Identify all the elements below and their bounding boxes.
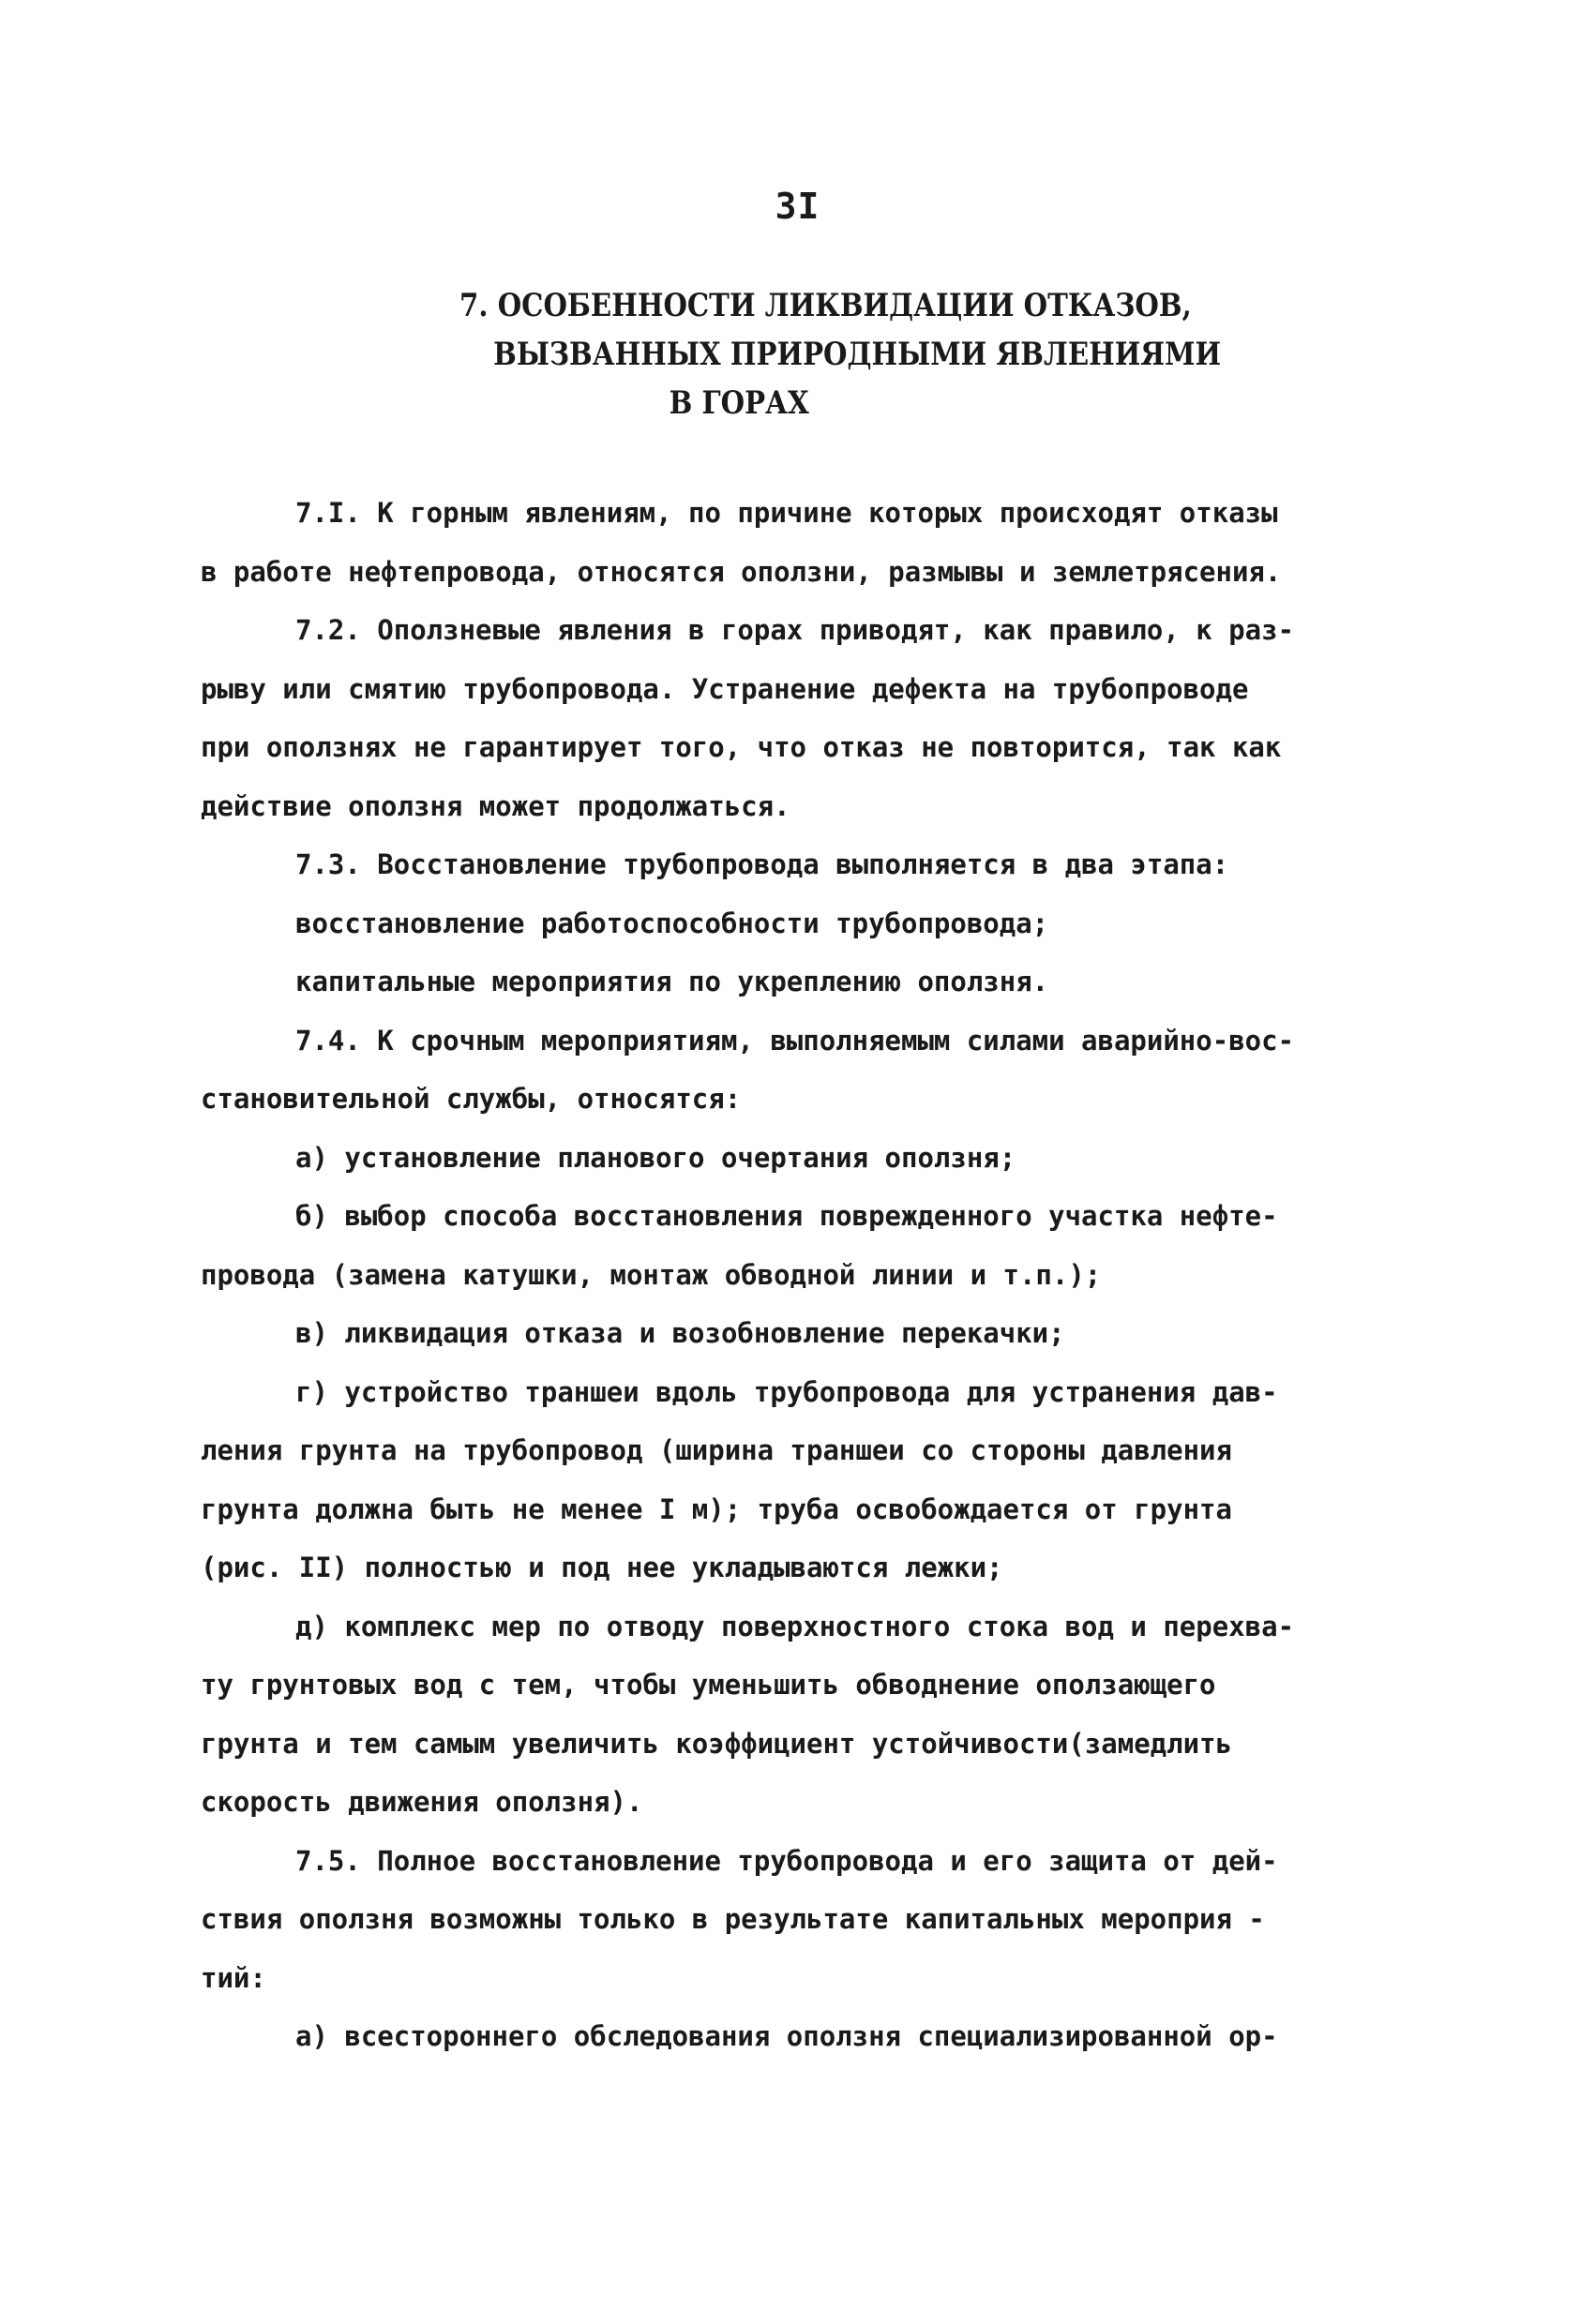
- text-line: а) всестороннего обследования оползня специализированной ор-: [295, 2020, 1278, 2052]
- section-title: [459, 281, 1222, 427]
- text-line: ту грунтовых вод с тем, чтобы уменьшить обводнение оползающего: [201, 1669, 1216, 1701]
- text-line: 7.4. К срочным мероприятиям, выполняемым силами аварийно-вос-: [295, 1024, 1295, 1057]
- document-body: [201, 484, 1410, 2066]
- text-line: 7.3. Восстановление трубопровода выполняется в два этапа:: [295, 848, 1229, 880]
- text-line: в работе нефтепровода, относятся оползни, размывы и землетрясения.: [201, 555, 1282, 588]
- text-line: ствия оползня возможны только в результате капитальных мероприя -: [201, 1903, 1265, 1935]
- text-line: провода (замена катушки, монтаж обводной линии и т.п.);: [201, 1258, 1102, 1291]
- text-line: грунта должна быть не менее I м); труба освобождается от грунта: [201, 1492, 1232, 1525]
- text-line: восстановление работоспособности трубопровода;: [295, 907, 1049, 939]
- text-line: грунта и тем самым увеличить коэффициент устойчивости(замедлить: [201, 1727, 1232, 1760]
- text-line: рыву или смятию трубопровода. Устранение дефекта на трубопроводе: [201, 672, 1249, 705]
- page-number: 3I: [775, 186, 820, 227]
- text-line: ления грунта на трубопровод (ширина траншеи со стороны давления: [201, 1434, 1232, 1466]
- text-line: в) ликвидация отказа и возобновление перекачки;: [295, 1317, 1065, 1349]
- text-line: (рис. II) полностью и под нее укладываются лежки;: [201, 1552, 1003, 1583]
- text-line: 7.I. К горным явлениям, по причине которых происходят отказы: [295, 497, 1278, 529]
- text-line: б) выбор способа восстановления поврежденного участка нефте-: [295, 1200, 1278, 1232]
- text-line: д) комплекс мер по отводу поверхностного стока вод и перехва-: [295, 1610, 1295, 1642]
- text-line: становительной службы, относятся:: [201, 1083, 742, 1115]
- text-line: 7.5. Полное восстановление трубопровода и его защита от дей-: [295, 1844, 1278, 1877]
- text-line: при оползнях не гарантирует того, что отказ не повторится, так как: [201, 731, 1282, 763]
- section-title-line-2: ВЫЗВАННЫХ ПРИРОДНЫМИ ЯВЛЕНИЯМИ: [493, 336, 1222, 373]
- text-line: скорость движения оползня).: [201, 1786, 643, 1818]
- section-title-line-1: 7. ОСОБЕННОСТИ ЛИКВИДАЦИИ ОТКАЗОВ,: [459, 287, 1192, 324]
- text-line: г) устройство траншеи вдоль трубопровода для устранения дав-: [295, 1375, 1278, 1408]
- text-line: тий:: [201, 1961, 266, 1994]
- text-line: 7.2. Оползневые явления в горах приводят, как правило, к раз-: [295, 614, 1295, 646]
- text-line: а) установление планового очертания оползня;: [295, 1141, 1016, 1174]
- text-line: капитальные мероприятия по укреплению оползня.: [295, 966, 1049, 997]
- text-line: действие оползня может продолжаться.: [201, 789, 790, 822]
- section-title-line-3: В ГОРАХ: [669, 384, 809, 422]
